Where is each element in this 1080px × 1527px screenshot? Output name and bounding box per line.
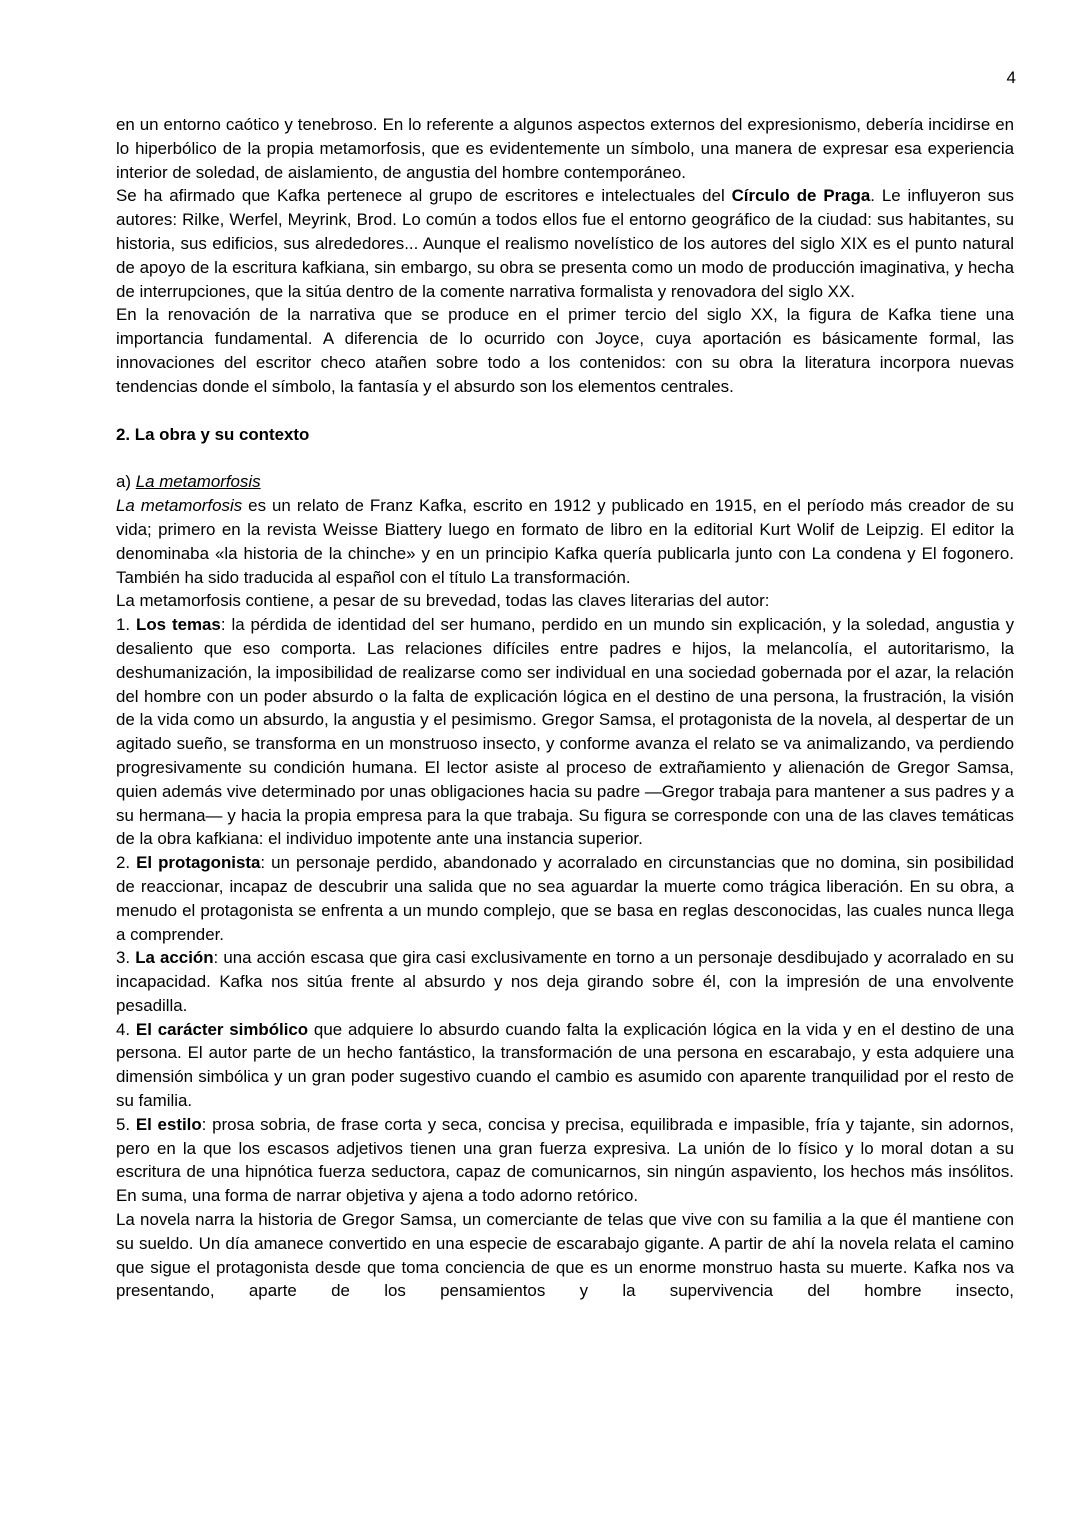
paragraph-prague-circle	[116, 184, 1014, 303]
item-text: : prosa sobria, de frase corta y seca, concisa y precisa, equilibrada e impasible, fría y tajante, sin adornos, pero en la que los escasos adjetivos tienen una gran fuerza expresiva. La unión de lo físico y lo moral dotan a su escritura de una hipnótica fuerza seductora, capaz de comunicarnos, sin ningún aspaviento, los hechos más insólitos. En suma, una forma de narrar objetiva y ajena a todo adorno retórico.	[116, 1114, 1014, 1206]
item-label: El estilo	[135, 1114, 202, 1134]
item-text: : una acción escasa que gira casi exclusivamente en torno a un personaje desdibujado y acorralado en su incapacidad. Kafka nos sitúa frente al absurdo y nos deja girando sobre él, con la impresión de una envolvente pesadilla.	[116, 948, 1014, 1015]
item-text: : la pérdida de identidad del ser humano, perdido en un mundo sin explicación, y la soledad, angustia y desaliento que eso comporta. Las relaciones difíciles entre padres e hijos, la melancolía, el autoritarismo, la deshumanización, la imposibilidad de realizarse como ser individual en una sociedad gobernada por el azar, la relación del hombre con un poder absurdo o la falta de explicación lógica en el destino de una persona, la frustración, la visión de la vida como un absurdo, la angustia y el pesimismo. Gregor Samsa, el protagonista de la novela, al despertar de un agitado sueño, se transforma en un monstruoso insecto, y conforme avanza el relato se va animalizando, va perdiendo progresivamente su condición humana. El lector asiste al proceso de extrañamiento y alienación de Gregor Samsa, quien además vive determinado por unas obligaciones hacia su padre —Gregor trabaja para mantener a sus padres y a su hermana— y hacia la propia empresa para la que trabaja. Su figura se corresponde con una de las claves temáticas de la obra kafkiana: el individuo impotente ante una instancia superior.	[116, 615, 1015, 849]
bold-term: Círculo de Praga	[731, 186, 871, 206]
list-item-style	[116, 1113, 1014, 1208]
document-body	[116, 113, 1014, 1303]
item-label: El protagonista	[136, 853, 261, 873]
text: Se ha afirmado que Kafka pertenece al grupo de escritores e intelectuales del	[116, 186, 732, 206]
paragraph-renovation: En la renovación de la narrativa que se produce en el primer tercio del siglo XX, la figura de Kafka tiene una importancia fundamental. A diferencia de lo ocurrido con Joyce, cuya aportación es básicamente formal, las innovaciones del escritor checo atañen sobre todo a los contenidos: con su obra la literatura incorpora nuevas tendencias donde el símbolo, la fantasía y el absurdo son los elementos centrales.	[116, 305, 1014, 396]
item-label: Los temas	[136, 615, 221, 635]
item-number: 3.	[116, 948, 136, 968]
section-heading: 2. La obra y su contexto	[116, 424, 310, 444]
list-item-themes	[116, 613, 1014, 851]
item-label: La acción	[135, 948, 214, 968]
paragraph-keys: La metamorfosis contiene, a pesar de su brevedad, todas las claves literarias del autor:	[116, 591, 770, 611]
italic-title: La metamorfosis	[116, 496, 243, 516]
item-number: 4.	[116, 1019, 136, 1039]
list-item-symbolism	[116, 1018, 1014, 1113]
item-text: que adquiere lo absurdo cuando falta la explicación lógica en la vida y en el destino de una persona. El autor parte de un hecho fantástico, la transformación de una persona en escarabajo, y esta adquiere una dimensión simbólica y un gran poder sugestivo cuando el cambio es asumido con aparente tranquilidad por el resto de su familia.	[116, 1019, 1014, 1111]
item-number: 2.	[116, 853, 137, 873]
item-text: : un personaje perdido, abandonado y acorralado en circunstancias que no domina, sin posibilidad de reaccionar, incapaz de descubrir una salida que no sea aguardar la muerte como trágica liberación. En su obra, a menudo el protagonista se enfrenta a un mundo complejo, que se basa en reglas desconocidas, las cuales nunca llega a comprender.	[116, 853, 1014, 944]
item-number: 1.	[116, 615, 137, 635]
text: . Le influyeron sus autores: Rilke, Werfel, Meyrink, Brod. Lo común a todos ellos fue el entorno geográfico de la ciudad: sus habitantes, su historia, sus edificios, sus alrededores... Aunque el realismo novelístico de los autores del siglo XIX es el punto natural de apoyo de la escritura kafkiana, sin embargo, su obra se presenta como un modo de producción imaginativa, y hecha de interrupciones, que la sitúa dentro de la comente narrativa formalista y renovadora del siglo XX.	[116, 186, 1014, 301]
list-item-action	[116, 946, 1014, 1017]
subsection-title: La metamorfosis	[135, 472, 261, 492]
item-label: El carácter simbólico	[135, 1019, 309, 1039]
list-item-protagonist	[116, 851, 1014, 946]
page-number: 4	[1006, 68, 1016, 87]
subsection-prefix: a)	[116, 472, 136, 492]
paragraph-expressionism: en un entorno caótico y tenebroso. En lo referente a algunos aspectos externos del expresionismo, debería incidirse en lo hiperbólico de la propia metamorfosis, que es evidentemente un símbolo, una manera de expresar esa experiencia interior de soledad, de aislamiento, de angustia del hombre contemporáneo.	[116, 115, 1014, 182]
spacer	[116, 399, 1014, 423]
subsection-heading	[116, 470, 1014, 494]
paragraph-metamorphosis-intro	[116, 494, 1014, 589]
text: es un relato de Franz Kafka, escrito en 1912 y publicado en 1915, en el período más creador de su vida; primero en la revista Weisse Biattery luego en formato de libro en la editorial Kurt Wolif de Leipzig. El editor la denominaba «la historia de la chinche» y en un principio Kafka quería publicarla junto con La condena y El fogonero. También ha sido traducida al español con el título La transformación.	[116, 496, 1014, 587]
item-number: 5.	[116, 1114, 136, 1134]
paragraph-plot-summary: La novela narra la historia de Gregor Samsa, un comerciante de telas que vive con su familia a la que él mantiene con su sueldo. Un día amanece convertido en una especie de escarabajo gigante. A partir de ahí la novela relata el camino que sigue el protagonista desde que toma conciencia de que es un enorme monstruo hasta su muerte. Kafka nos va presentando, aparte de los pensamientos y la supervivencia del hombre insecto,	[116, 1210, 1014, 1301]
spacer	[116, 446, 1014, 470]
